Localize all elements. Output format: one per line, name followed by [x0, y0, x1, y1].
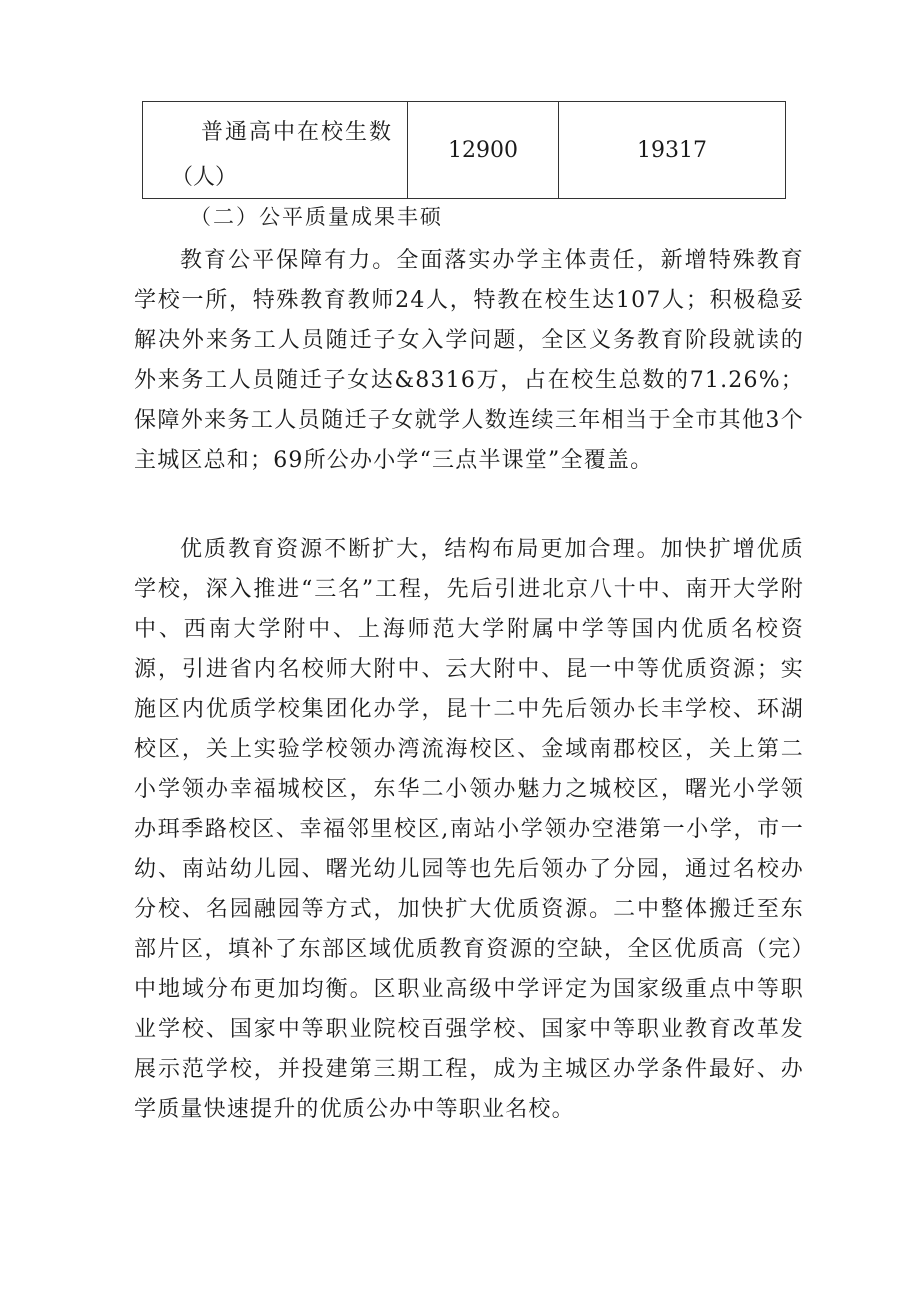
statistics-table: [142, 101, 786, 199]
table-value-cell-b: 19317: [559, 102, 786, 199]
table-label-cell: [143, 102, 408, 199]
paragraph-quality-resources: 优质教育资源不断扩大，结构布局更加合理。加快扩增优质学校，深入推进“三名”工程，先后引进北京八十中、南开大学附中、西南大学附中、上海师范大学附属中学等国内优质名校资源，引进省内名校师大附中、云大附中、昆一中等优质资源；实施区内优质学校集团化办学，昆十二中先后领办长丰学校、环湖校区，关上实验学校领办湾流海校区、金域南郡校区，关上第二小学领办幸福城校区，东华二小领办魅力之城校区，曙光小学领办珥季路校区、幸福邻里校区,南站小学领办空港第一小学，市一幼、南站幼儿园、曙光幼儿园等也先后领办了分园，通过名校办分校、名园融园等方式，加快扩大优质资源。二中整体搬迁至东部片区，填补了东部区域优质教育资源的空缺，全区优质高（完）中地域分布更加均衡。区职业高级中学评定为国家级重点中等职业学校、国家中等职业院校百强学校、国家中等职业教育改革发展示范学校，并投建第三期工程，成为主城区办学条件最好、办学质量快速提升的优质公办中等职业名校。: [134, 537, 804, 1122]
paragraph-education-equity: 教育公平保障有力。全面落实办学主体责任，新增特殊教育学校一所，特殊教育教师24人，特教在校生达107人；积极稳妥解决外来务工人员随迁子女入学问题，全区义务教育阶段就读的外来务工人员随迁子女达&8316万，占在校生总数的71.26%；保障外来务工人员随迁子女就学人数连续三年相当于全市其他3个主城区总和；69所公办小学“三点半课堂”全覆盖。: [134, 248, 804, 473]
table-value-cell-a: 12900: [408, 102, 559, 199]
row-label-unit: （人）: [171, 165, 238, 190]
table-row: [143, 102, 786, 199]
row-label: 普通高中在校生数: [201, 120, 394, 145]
section-heading: （二）公平质量成果丰硕: [190, 205, 443, 229]
